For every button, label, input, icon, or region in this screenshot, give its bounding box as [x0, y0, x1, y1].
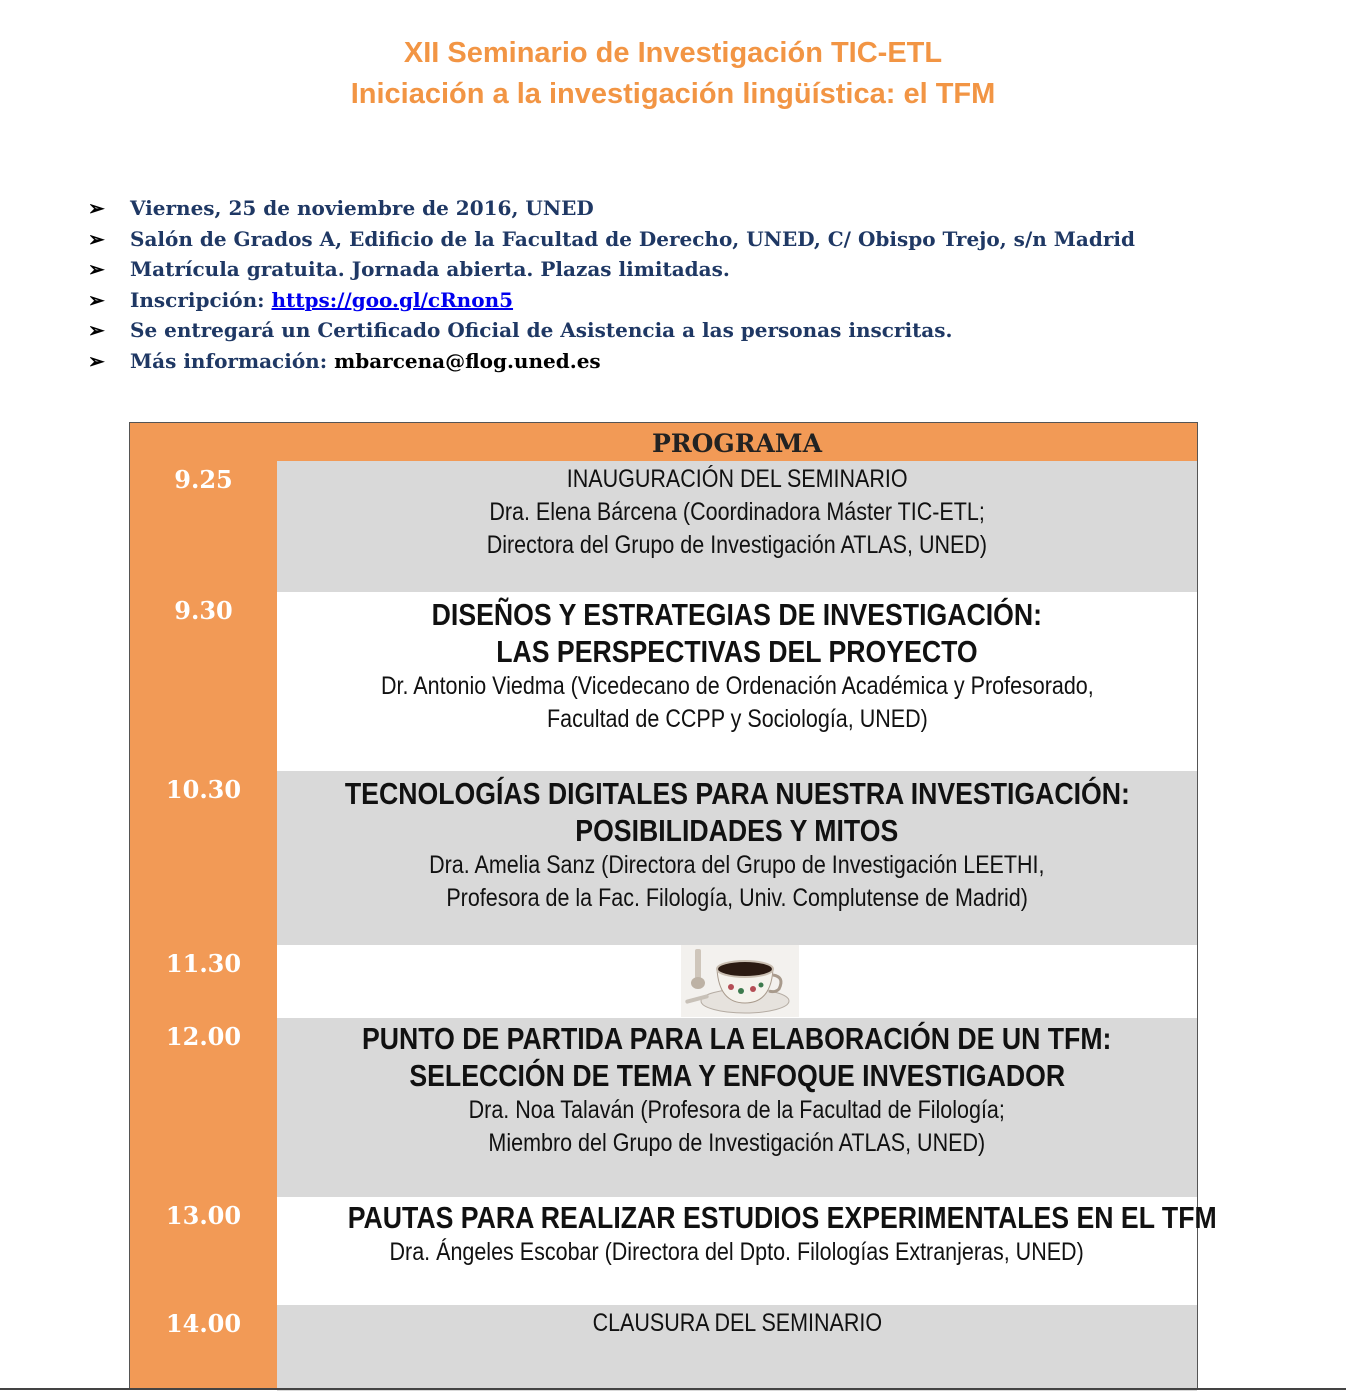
arrow-bullet-icon: ➢ [88, 196, 105, 221]
registration-link[interactable]: https://goo.gl/cRnon5 [271, 287, 514, 312]
table-row [130, 1197, 1217, 1305]
arrow-bullet-icon: ➢ [88, 318, 105, 343]
table-row [130, 771, 1197, 945]
contact-email[interactable]: mbarcena@flog.uned.es [334, 348, 601, 373]
row-content: PAUTAS PARA REALIZAR ESTUDIOS EXPERIMENTALES EN EL TFM Dra. Ángeles Escobar (Directora del Dpto. Filologías Extranjeras, UNED) [277, 1197, 1197, 1305]
arrow-bullet-icon: ➢ [88, 348, 105, 373]
row-time: 9.25 [130, 461, 277, 592]
row-time: 10.30 [165, 775, 242, 804]
arrow-bullet-icon: ➢ [88, 226, 105, 251]
seminar-subtitle: Iniciación a la investigación lingüística: el TFM [350, 78, 996, 110]
list-item-registration: ➢ Inscripción: https://goo.gl/cRnon5 [88, 285, 1135, 316]
program-header: PROGRAMA [277, 423, 1197, 461]
row-content: TECNOLOGÍAS DIGITALES PARA NUESTRA INVESTIGACIÓN: POSIBILIDADES Y MITOS Dra. Amelia Sanz (Directora del Grupo de Investigación LEETHI, Profesora de la Fac. Filología, Univ. Complutense de Madrid) [277, 771, 1197, 945]
list-item-enrollment: ➢ Matrícula gratuita. Jornada abierta. Plazas limitadas. [88, 254, 1135, 285]
row-content: PUNTO DE PARTIDA PARA LA ELABORACIÓN DE UN TFM: SELECCIÓN DE TEMA Y ENFOQUE INVESTIGADOR Dra. Noa Talaván (Profesora de la Facultad de Filología; Miembro del Grupo de Investigación ATLAS, UNED) [277, 1018, 1197, 1197]
row-content: DISEÑOS Y ESTRATEGIAS DE INVESTIGACIÓN: LAS PERSPECTIVAS DEL PROYECTO Dr. Antonio Viedma (Vicedecano de Ordenación Académica y Profesorado, Facultad de CCPP y Sociología, UNED) [277, 592, 1197, 771]
table-row [130, 592, 1197, 771]
seminar-title: XII Seminario de Investigación TIC-ETL [403, 37, 943, 69]
coffee-cup-icon [681, 945, 799, 1017]
arrow-bullet-icon: ➢ [88, 287, 105, 312]
row-content: INAUGURACIÓN DEL SEMINARIO Dra. Elena Bárcena (Coordinadora Máster TIC-ETL; Directora del Grupo de Investigación ATLAS, UNED) [277, 461, 1197, 592]
list-item-more-info: ➢ Más información: mbarcena@flog.uned.es [88, 346, 1135, 377]
row-content: CLAUSURA DEL SEMINARIO [277, 1305, 1197, 1391]
event-info-list [88, 193, 1135, 376]
table-row [130, 1018, 1197, 1197]
row-content [277, 945, 1197, 1018]
row-time: 14.00 [165, 1309, 242, 1338]
program-table [129, 422, 1217, 1390]
table-row [130, 1305, 1197, 1391]
table-row [130, 945, 1197, 1018]
row-time: 9.30 [174, 596, 233, 625]
row-time: 12.00 [165, 1022, 242, 1051]
table-row [130, 461, 1197, 592]
row-time: 11.30 [165, 949, 242, 978]
list-item-place: ➢ Salón de Grados A, Edificio de la Facultad de Derecho, UNED, C/ Obispo Trejo, s/n Madrid [88, 224, 1135, 255]
row-time: 13.00 [165, 1201, 242, 1230]
list-item-certificate: ➢ Se entregará un Certificado Oficial de Asistencia a las personas inscritas. [88, 315, 1135, 346]
arrow-bullet-icon: ➢ [88, 257, 105, 282]
list-item-date: ➢ Viernes, 25 de noviembre de 2016, UNED [88, 193, 1135, 224]
